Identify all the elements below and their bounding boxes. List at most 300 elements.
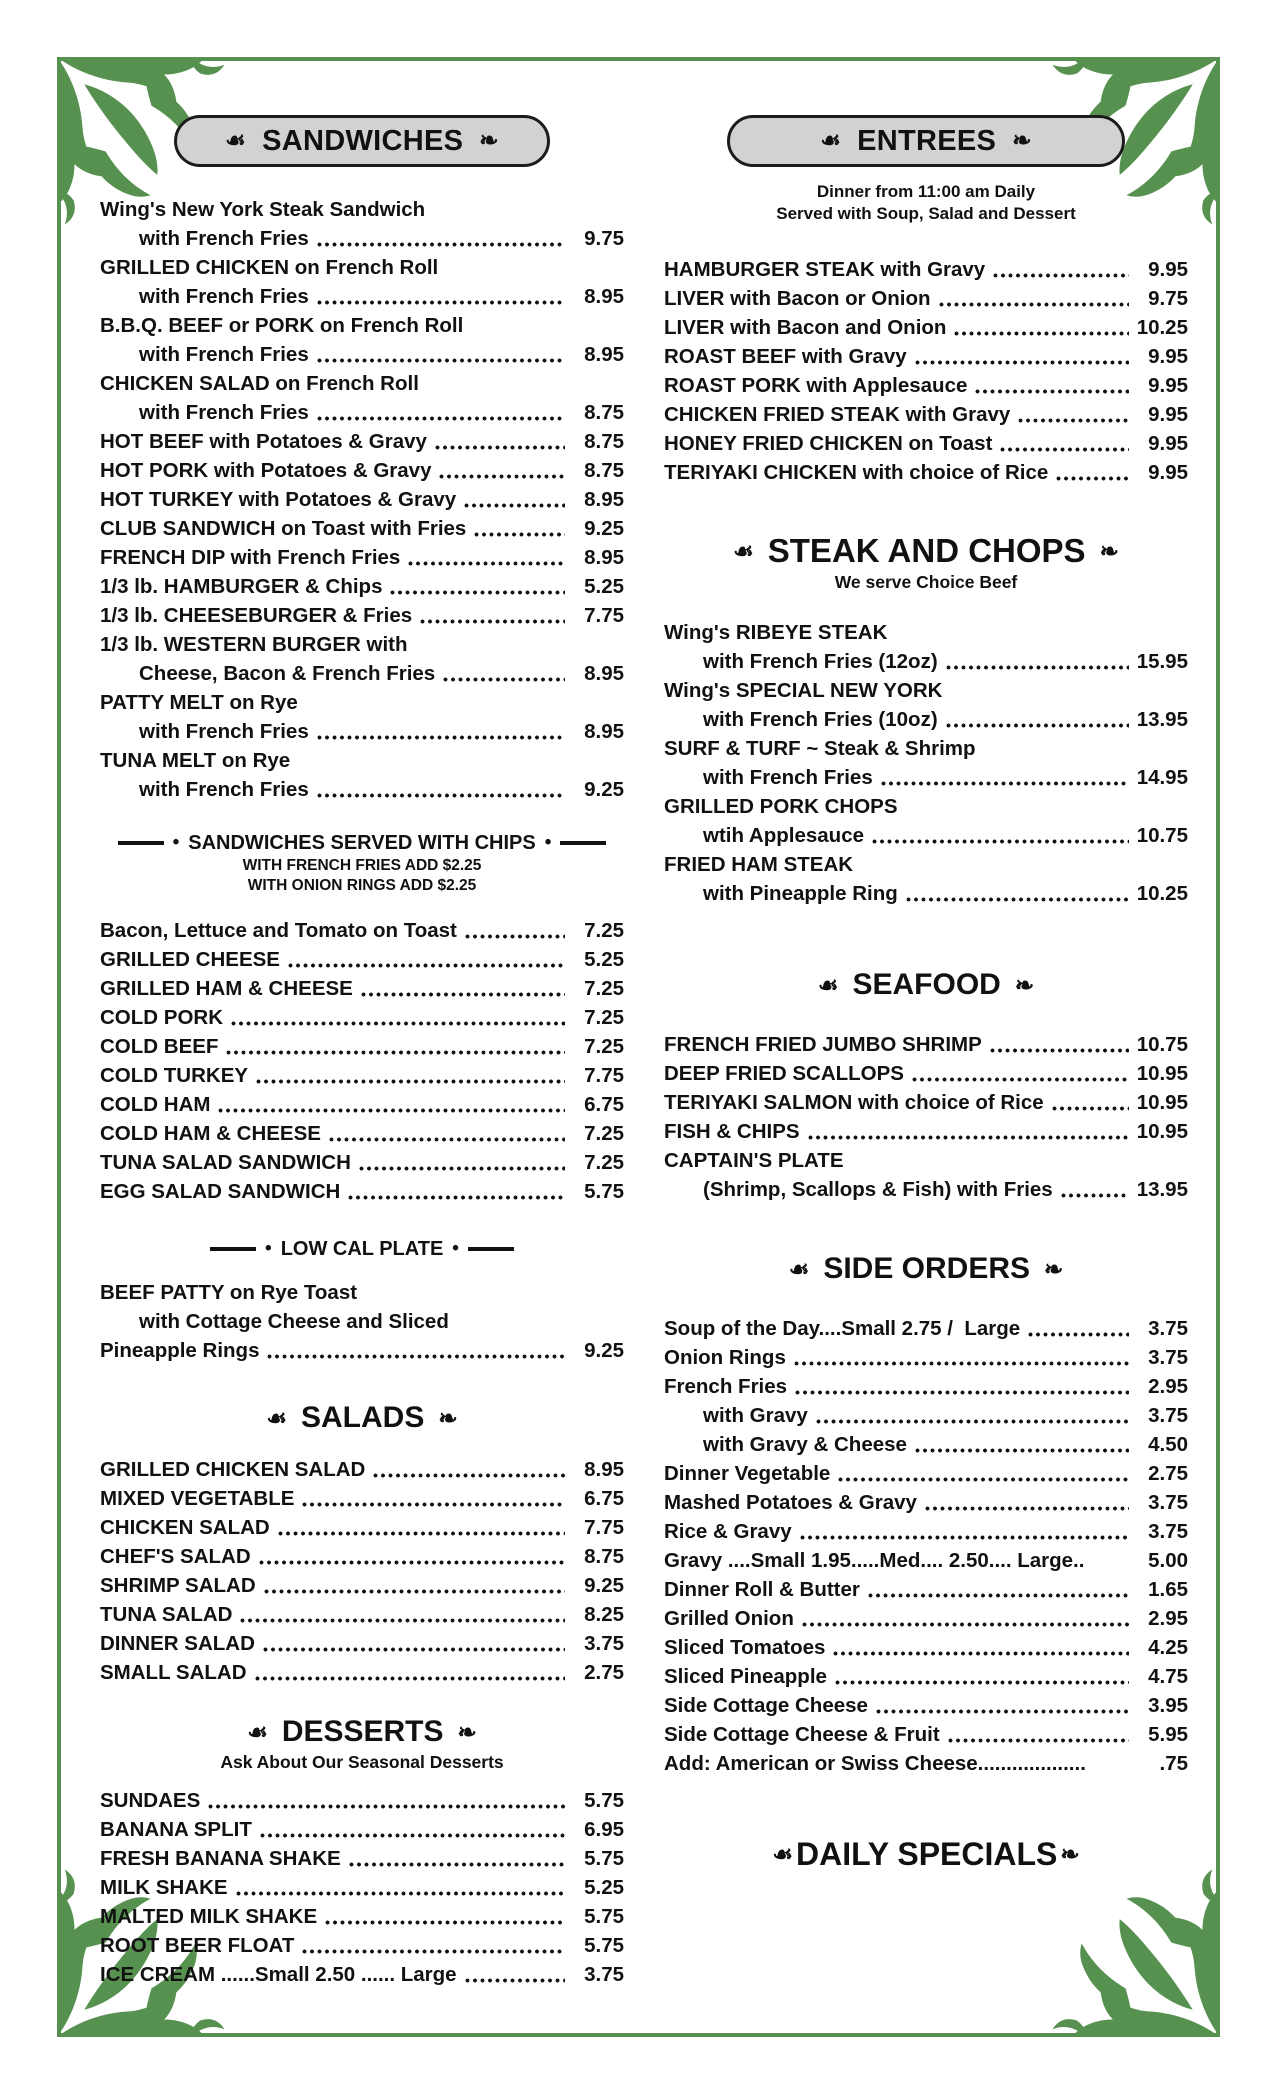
menu-item-row <box>100 1815 624 1844</box>
item-name: Wing's SPECIAL NEW YORK <box>664 679 943 702</box>
item-name: Sliced Tomatoes <box>664 1636 826 1659</box>
menu-item-row <box>664 1459 1188 1488</box>
floral-swirl-icon: ❧ <box>1099 538 1119 564</box>
menu-section-steak-and-chops <box>664 531 1188 908</box>
item-name: GRILLED PORK CHOPS <box>664 795 898 818</box>
dotted-leader <box>389 589 565 596</box>
dotted-leader <box>287 962 565 969</box>
dotted-leader <box>262 1646 565 1653</box>
dotted-leader <box>945 664 1129 671</box>
menu-item-row <box>664 1059 1188 1088</box>
item-price: 3.75 <box>1148 1520 1188 1543</box>
menu-item-row <box>664 1146 1188 1175</box>
dotted-leader <box>832 1650 1129 1657</box>
item-name: COLD TURKEY <box>100 1064 249 1087</box>
dotted-leader <box>1055 475 1129 482</box>
item-price: 8.75 <box>584 430 624 453</box>
item-name: COLD BEEF <box>100 1035 219 1058</box>
item-name: Dinner Roll & Butter <box>664 1578 860 1601</box>
menu-section-sandwiches-served-with-chips <box>100 830 624 1206</box>
floral-swirl-icon: ❧ <box>1060 1841 1080 1867</box>
menu-item-row <box>664 342 1188 371</box>
menu-item-row <box>100 282 624 311</box>
item-price: 7.25 <box>584 1122 624 1145</box>
item-name: French Fries <box>664 1375 788 1398</box>
menu-item-row <box>100 543 624 572</box>
item-name: HONEY FRIED CHICKEN on Toast <box>664 432 993 455</box>
dotted-leader <box>407 560 565 567</box>
item-price: 7.75 <box>584 1064 624 1087</box>
item-name: TERIYAKI CHICKEN with choice of Rice <box>664 461 1049 484</box>
section-title: SALADS <box>301 1401 425 1434</box>
menu-item-row <box>100 427 624 456</box>
dotted-leader <box>464 1977 565 1984</box>
item-name: Wing's RIBEYE STEAK <box>664 621 888 644</box>
menu-item-row <box>664 1088 1188 1117</box>
item-price: 4.50 <box>1148 1433 1188 1456</box>
dotted-leader <box>347 1194 565 1201</box>
item-name: Rice & Gravy <box>664 1520 792 1543</box>
section-title: SANDWICHES <box>262 124 464 157</box>
dotted-leader <box>938 301 1130 308</box>
item-name: COLD PORK <box>100 1006 223 1029</box>
item-name: LIVER with Bacon or Onion <box>664 287 931 310</box>
item-name: FRENCH FRIED JUMBO SHRIMP <box>664 1033 982 1056</box>
item-name: LIVER with Bacon and Onion <box>664 316 947 339</box>
dotted-leader <box>875 1708 1129 1715</box>
item-name: with French Fries <box>703 766 873 789</box>
floral-swirl-icon: ☙ <box>266 1405 287 1431</box>
divider-line <box>210 1247 256 1251</box>
section-header-steak-and-chops <box>664 531 1188 571</box>
item-name: SURF & TURF ~ Steak & Shrimp <box>664 737 976 760</box>
floral-swirl-icon: ☙ <box>820 126 842 153</box>
item-name: ROAST BEEF with Gravy <box>664 345 907 368</box>
item-price: 9.75 <box>584 227 624 250</box>
item-price: 3.75 <box>1148 1404 1188 1427</box>
menu-item-row <box>100 1629 624 1658</box>
item-name: GRILLED HAM & CHEESE <box>100 977 353 1000</box>
menu-item-row <box>100 253 624 282</box>
section-title: STEAK AND CHOPS <box>767 532 1086 569</box>
item-price: 5.75 <box>584 1847 624 1870</box>
floral-swirl-icon: ☙ <box>788 1256 810 1282</box>
menu-items <box>664 618 1188 908</box>
item-price: 8.95 <box>584 1458 624 1481</box>
dotted-leader <box>277 1530 565 1537</box>
bullet-icon: • <box>172 832 180 853</box>
menu-item-row <box>100 1844 624 1873</box>
item-price: 5.25 <box>584 1876 624 1899</box>
corner-flourish-bottom-right <box>1035 1852 1220 2037</box>
item-price: 8.95 <box>584 662 624 685</box>
dotted-leader <box>316 241 565 248</box>
dotted-leader <box>316 299 565 306</box>
dotted-leader <box>419 618 565 625</box>
menu-item-row <box>100 398 624 427</box>
item-price: 7.25 <box>584 919 624 942</box>
dotted-leader <box>807 1134 1129 1141</box>
item-price: 9.75 <box>1148 287 1188 310</box>
item-name: PATTY MELT on Rye <box>100 691 298 714</box>
menu-item-row <box>100 1931 624 1960</box>
section-subtitles <box>100 1751 624 1774</box>
item-price: 10.25 <box>1136 882 1188 905</box>
dotted-leader <box>266 1353 565 1360</box>
item-price: 6.75 <box>584 1093 624 1116</box>
item-price: 9.95 <box>1148 345 1188 368</box>
item-name: GRILLED CHICKEN SALAD <box>100 1458 366 1481</box>
item-name: Pineapple Rings <box>100 1339 260 1362</box>
item-price: 5.00 <box>1148 1549 1188 1572</box>
item-name: with French Fries <box>139 343 309 366</box>
item-price: 2.95 <box>1148 1375 1188 1398</box>
section-subtitle: We serve Choice Beef <box>834 572 1018 592</box>
dotted-leader <box>837 1476 1129 1483</box>
menu-item-row <box>100 1119 624 1148</box>
menu-section-side-orders <box>664 1250 1188 1778</box>
menu-item-row <box>100 630 624 659</box>
menu-item-row <box>100 1513 624 1542</box>
item-name: Mashed Potatoes & Gravy <box>664 1491 917 1514</box>
menu-item-row <box>664 850 1188 879</box>
floral-swirl-icon: ☙ <box>772 1841 793 1867</box>
menu-section-daily-specials <box>664 1834 1188 1874</box>
dotted-leader <box>225 1049 565 1056</box>
menu-item-row <box>100 195 624 224</box>
dotted-leader <box>473 531 565 538</box>
menu-item-row <box>100 1061 624 1090</box>
item-name: with French Fries (12oz) <box>703 650 938 673</box>
bullet-icon: • <box>265 1238 272 1259</box>
dotted-leader <box>974 388 1129 395</box>
item-price: 8.95 <box>584 285 624 308</box>
item-name: with French Fries <box>139 720 309 743</box>
menu-item-row <box>100 311 624 340</box>
item-name: Add: American or Swiss Cheese................... <box>664 1752 1086 1775</box>
item-name: Dinner Vegetable <box>664 1462 831 1485</box>
menu-item-row <box>664 284 1188 313</box>
menu-item-row <box>664 1117 1188 1146</box>
item-name: Bacon, Lettuce and Tomato on Toast <box>100 919 457 942</box>
dotted-leader <box>316 792 565 799</box>
dotted-leader <box>259 1832 565 1839</box>
menu-item-row <box>664 255 1188 284</box>
dotted-leader <box>316 734 565 741</box>
item-name: SHRIMP SALAD <box>100 1574 256 1597</box>
item-name: COLD HAM & CHEESE <box>100 1122 321 1145</box>
section-title: SEAFOOD <box>852 968 1001 1001</box>
section-header-daily-specials <box>664 1834 1188 1874</box>
item-price: 8.95 <box>584 343 624 366</box>
dotted-leader <box>358 1165 565 1172</box>
item-name: Wing's New York Steak Sandwich <box>100 198 426 221</box>
dotted-leader <box>263 1588 565 1595</box>
menu-section-salads <box>100 1399 624 1687</box>
item-price: 8.95 <box>584 488 624 511</box>
item-price: 7.75 <box>584 604 624 627</box>
dotted-leader <box>316 415 565 422</box>
item-price: 2.75 <box>1148 1462 1188 1485</box>
menu-item-row <box>664 1691 1188 1720</box>
item-name: CLUB SANDWICH on Toast with Fries <box>100 517 467 540</box>
menu-item-row <box>664 792 1188 821</box>
item-price: 9.95 <box>1148 461 1188 484</box>
dotted-leader <box>464 933 565 940</box>
menu-items <box>100 1455 624 1687</box>
floral-swirl-icon: ❧ <box>1012 126 1032 153</box>
menu-item-row <box>100 1484 624 1513</box>
menu-item-row <box>664 400 1188 429</box>
item-name: Grilled Onion <box>664 1607 794 1630</box>
dotted-leader <box>880 780 1129 787</box>
item-price: 5.95 <box>1148 1723 1188 1746</box>
floral-swirl-icon: ☙ <box>733 538 754 564</box>
item-name: FISH & CHIPS <box>664 1120 800 1143</box>
item-price: 9.25 <box>584 1339 624 1362</box>
item-price: 5.75 <box>584 1905 624 1928</box>
item-price: 7.25 <box>584 1006 624 1029</box>
item-price: 10.75 <box>1136 824 1188 847</box>
item-price: 2.75 <box>584 1661 624 1684</box>
menu-item-row <box>100 1278 624 1307</box>
dotted-leader <box>945 722 1129 729</box>
dotted-leader <box>867 1592 1129 1599</box>
floral-swirl-icon: ☙ <box>225 126 247 153</box>
item-name: CHICKEN FRIED STEAK with Gravy <box>664 403 1011 426</box>
menu-item-row <box>100 514 624 543</box>
item-name: Sliced Pineapple <box>664 1665 827 1688</box>
section-header-desserts <box>100 1713 624 1751</box>
section-subtitle: Ask About Our Seasonal Desserts <box>220 1752 504 1772</box>
menu-item-row <box>100 974 624 1003</box>
item-name: with Gravy <box>703 1404 808 1427</box>
item-name: SMALL SALAD <box>100 1661 247 1684</box>
menu-item-row <box>664 313 1188 342</box>
item-price: 3.75 <box>1148 1491 1188 1514</box>
item-price: 10.25 <box>1136 316 1188 339</box>
menu-item-row <box>100 1902 624 1931</box>
menu-item-row <box>100 340 624 369</box>
section-title: LOW CAL PLATE <box>280 1238 444 1260</box>
menu-item-row <box>664 734 1188 763</box>
menu-item-row <box>100 688 624 717</box>
dotted-leader <box>463 502 565 509</box>
menu-item-row <box>100 1090 624 1119</box>
dotted-leader <box>258 1559 565 1566</box>
item-name: HOT PORK with Potatoes & Gravy <box>100 459 432 482</box>
menu-item-row <box>100 1786 624 1815</box>
item-name: TUNA SALAD SANDWICH <box>100 1151 351 1174</box>
floral-swirl-icon: ☙ <box>247 1719 268 1745</box>
item-name: wtih Applesauce <box>703 824 864 847</box>
item-name: SUNDAES <box>100 1789 201 1812</box>
item-name: with French Fries <box>139 778 309 801</box>
item-name: Gravy ....Small 1.95.....Med.... 2.50.... Large.. <box>664 1549 1085 1572</box>
menu-item-row <box>664 821 1188 850</box>
dotted-leader <box>871 838 1129 845</box>
item-name: DEEP FRIED SCALLOPS <box>664 1062 904 1085</box>
dotted-leader <box>316 357 565 364</box>
item-price: 7.25 <box>584 1151 624 1174</box>
item-name: MILK SHAKE <box>100 1876 228 1899</box>
dotted-leader <box>235 1890 565 1897</box>
item-name: EGG SALAD SANDWICH <box>100 1180 341 1203</box>
item-name: BEEF PATTY on Rye Toast <box>100 1281 358 1304</box>
item-name: with Cottage Cheese and Sliced <box>139 1310 449 1333</box>
menu-column-left <box>100 115 624 1989</box>
menu-item-row <box>664 1517 1188 1546</box>
menu-item-row <box>100 746 624 775</box>
section-subtitles <box>664 181 1188 225</box>
section-subtitle: WITH ONION RINGS ADD $2.25 <box>247 877 477 894</box>
dotted-leader <box>442 676 565 683</box>
dotted-leader <box>328 1136 565 1143</box>
item-name: MALTED MILK SHAKE <box>100 1905 318 1928</box>
item-name: HOT BEEF with Potatoes & Gravy <box>100 430 427 453</box>
item-name: FRESH BANANA SHAKE <box>100 1847 341 1870</box>
bullet-icon: • <box>544 832 552 853</box>
item-price: 5.75 <box>584 1789 624 1812</box>
item-price: 8.95 <box>584 546 624 569</box>
dotted-leader <box>953 330 1129 337</box>
item-price: 2.95 <box>1148 1607 1188 1630</box>
item-name: FRIED HAM STEAK <box>664 853 854 876</box>
section-subtitles <box>100 856 624 896</box>
menu-section-seafood <box>664 966 1188 1204</box>
dotted-leader <box>360 991 565 998</box>
dotted-leader <box>230 1020 565 1027</box>
menu-item-row <box>664 879 1188 908</box>
item-price: 4.75 <box>1148 1665 1188 1688</box>
section-title: DAILY SPECIALS <box>795 1836 1058 1872</box>
item-name: CHICKEN SALAD <box>100 1516 270 1539</box>
menu-item-row <box>100 659 624 688</box>
menu-item-row <box>664 1030 1188 1059</box>
item-price: 5.25 <box>584 575 624 598</box>
dotted-leader <box>799 1534 1129 1541</box>
menu-item-row <box>664 1546 1188 1575</box>
item-name: HAMBURGER STEAK with Gravy <box>664 258 986 281</box>
menu-items <box>664 1314 1188 1778</box>
item-price: 8.75 <box>584 1545 624 1568</box>
item-name: Soup of the Day....Small 2.75 / Large <box>664 1317 1021 1340</box>
item-price: 8.75 <box>584 459 624 482</box>
item-price: 13.95 <box>1136 1178 1188 1201</box>
dotted-leader <box>924 1505 1129 1512</box>
menu-item-row <box>100 1542 624 1571</box>
item-price: 9.25 <box>584 778 624 801</box>
item-price: 5.25 <box>584 948 624 971</box>
item-name: with French Fries <box>139 285 309 308</box>
dotted-leader <box>999 446 1129 453</box>
item-name: TUNA SALAD <box>100 1603 233 1626</box>
dotted-leader <box>911 1076 1129 1083</box>
item-price: 9.95 <box>1148 258 1188 281</box>
menu-item-row <box>664 458 1188 487</box>
item-name: CAPTAIN'S PLATE <box>664 1149 844 1172</box>
item-price: 10.95 <box>1136 1120 1188 1143</box>
section-title: SIDE ORDERS <box>823 1252 1031 1285</box>
menu-item-row <box>100 1148 624 1177</box>
dotted-leader <box>324 1919 565 1926</box>
menu-item-row <box>664 676 1188 705</box>
menu-item-row <box>664 1175 1188 1204</box>
menu-items <box>664 1030 1188 1204</box>
item-price: 10.95 <box>1136 1062 1188 1085</box>
dotted-leader <box>793 1360 1129 1367</box>
floral-swirl-icon: ❧ <box>438 1405 458 1431</box>
menu-item-row <box>664 1662 1188 1691</box>
item-name: FRENCH DIP with French Fries <box>100 546 401 569</box>
item-name: Side Cottage Cheese <box>664 1694 868 1717</box>
menu-item-row <box>664 1604 1188 1633</box>
item-name: ROAST PORK with Applesauce <box>664 374 968 397</box>
item-price: 3.95 <box>1148 1694 1188 1717</box>
item-price: 4.25 <box>1148 1636 1188 1659</box>
item-price: 9.25 <box>584 1574 624 1597</box>
dotted-leader <box>1051 1105 1129 1112</box>
floral-swirl-icon: ☙ <box>817 972 839 998</box>
menu-item-row <box>100 1600 624 1629</box>
dotted-leader <box>438 473 565 480</box>
item-price: 6.95 <box>584 1818 624 1841</box>
item-price: .75 <box>1159 1752 1188 1775</box>
item-name: (Shrimp, Scallops & Fish) with Fries <box>703 1178 1053 1201</box>
item-price: 7.25 <box>584 977 624 1000</box>
menu-item-row <box>664 1488 1188 1517</box>
menu-item-row <box>100 572 624 601</box>
dotted-leader <box>1017 417 1129 424</box>
item-price: 3.75 <box>1148 1317 1188 1340</box>
section-header-side-orders <box>664 1250 1188 1288</box>
section-subtitle: Served with Soup, Salad and Dessert <box>776 204 1076 223</box>
item-name: CHEF'S SALAD <box>100 1545 251 1568</box>
item-price: 15.95 <box>1136 650 1188 673</box>
floral-swirl-icon: ❧ <box>1044 1256 1064 1282</box>
menu-item-row <box>100 601 624 630</box>
menu-items <box>100 1278 624 1365</box>
item-name: HOT TURKEY with Potatoes & Gravy <box>100 488 457 511</box>
item-price: 8.25 <box>584 1603 624 1626</box>
dotted-leader <box>905 896 1129 903</box>
dotted-leader <box>947 1737 1129 1744</box>
item-price: 7.25 <box>584 1035 624 1058</box>
item-name: 1/3 lb. CHEESEBURGER & Fries <box>100 604 413 627</box>
dotted-leader <box>992 272 1129 279</box>
item-name: GRILLED CHICKEN on French Roll <box>100 256 439 279</box>
item-price: 9.95 <box>1148 403 1188 426</box>
menu-items <box>100 916 624 1206</box>
dotted-leader <box>794 1389 1129 1396</box>
item-name: ROOT BEER FLOAT <box>100 1934 295 1957</box>
menu-column-right <box>664 115 1188 1874</box>
menu-item-row <box>100 1003 624 1032</box>
menu-section-low-cal-plate <box>100 1236 624 1365</box>
menu-item-row <box>664 618 1188 647</box>
menu-item-row <box>100 456 624 485</box>
menu-item-row <box>100 1571 624 1600</box>
item-price: 3.75 <box>584 1632 624 1655</box>
menu-section-sandwiches <box>100 115 624 804</box>
menu-item-row <box>100 1455 624 1484</box>
dotted-leader <box>914 359 1129 366</box>
section-subtitle: WITH FRENCH FRIES ADD $2.25 <box>242 857 482 874</box>
menu-item-row <box>100 1658 624 1687</box>
item-price: 9.25 <box>584 517 624 540</box>
menu-item-row <box>100 1873 624 1902</box>
menu-item-row <box>664 1372 1188 1401</box>
